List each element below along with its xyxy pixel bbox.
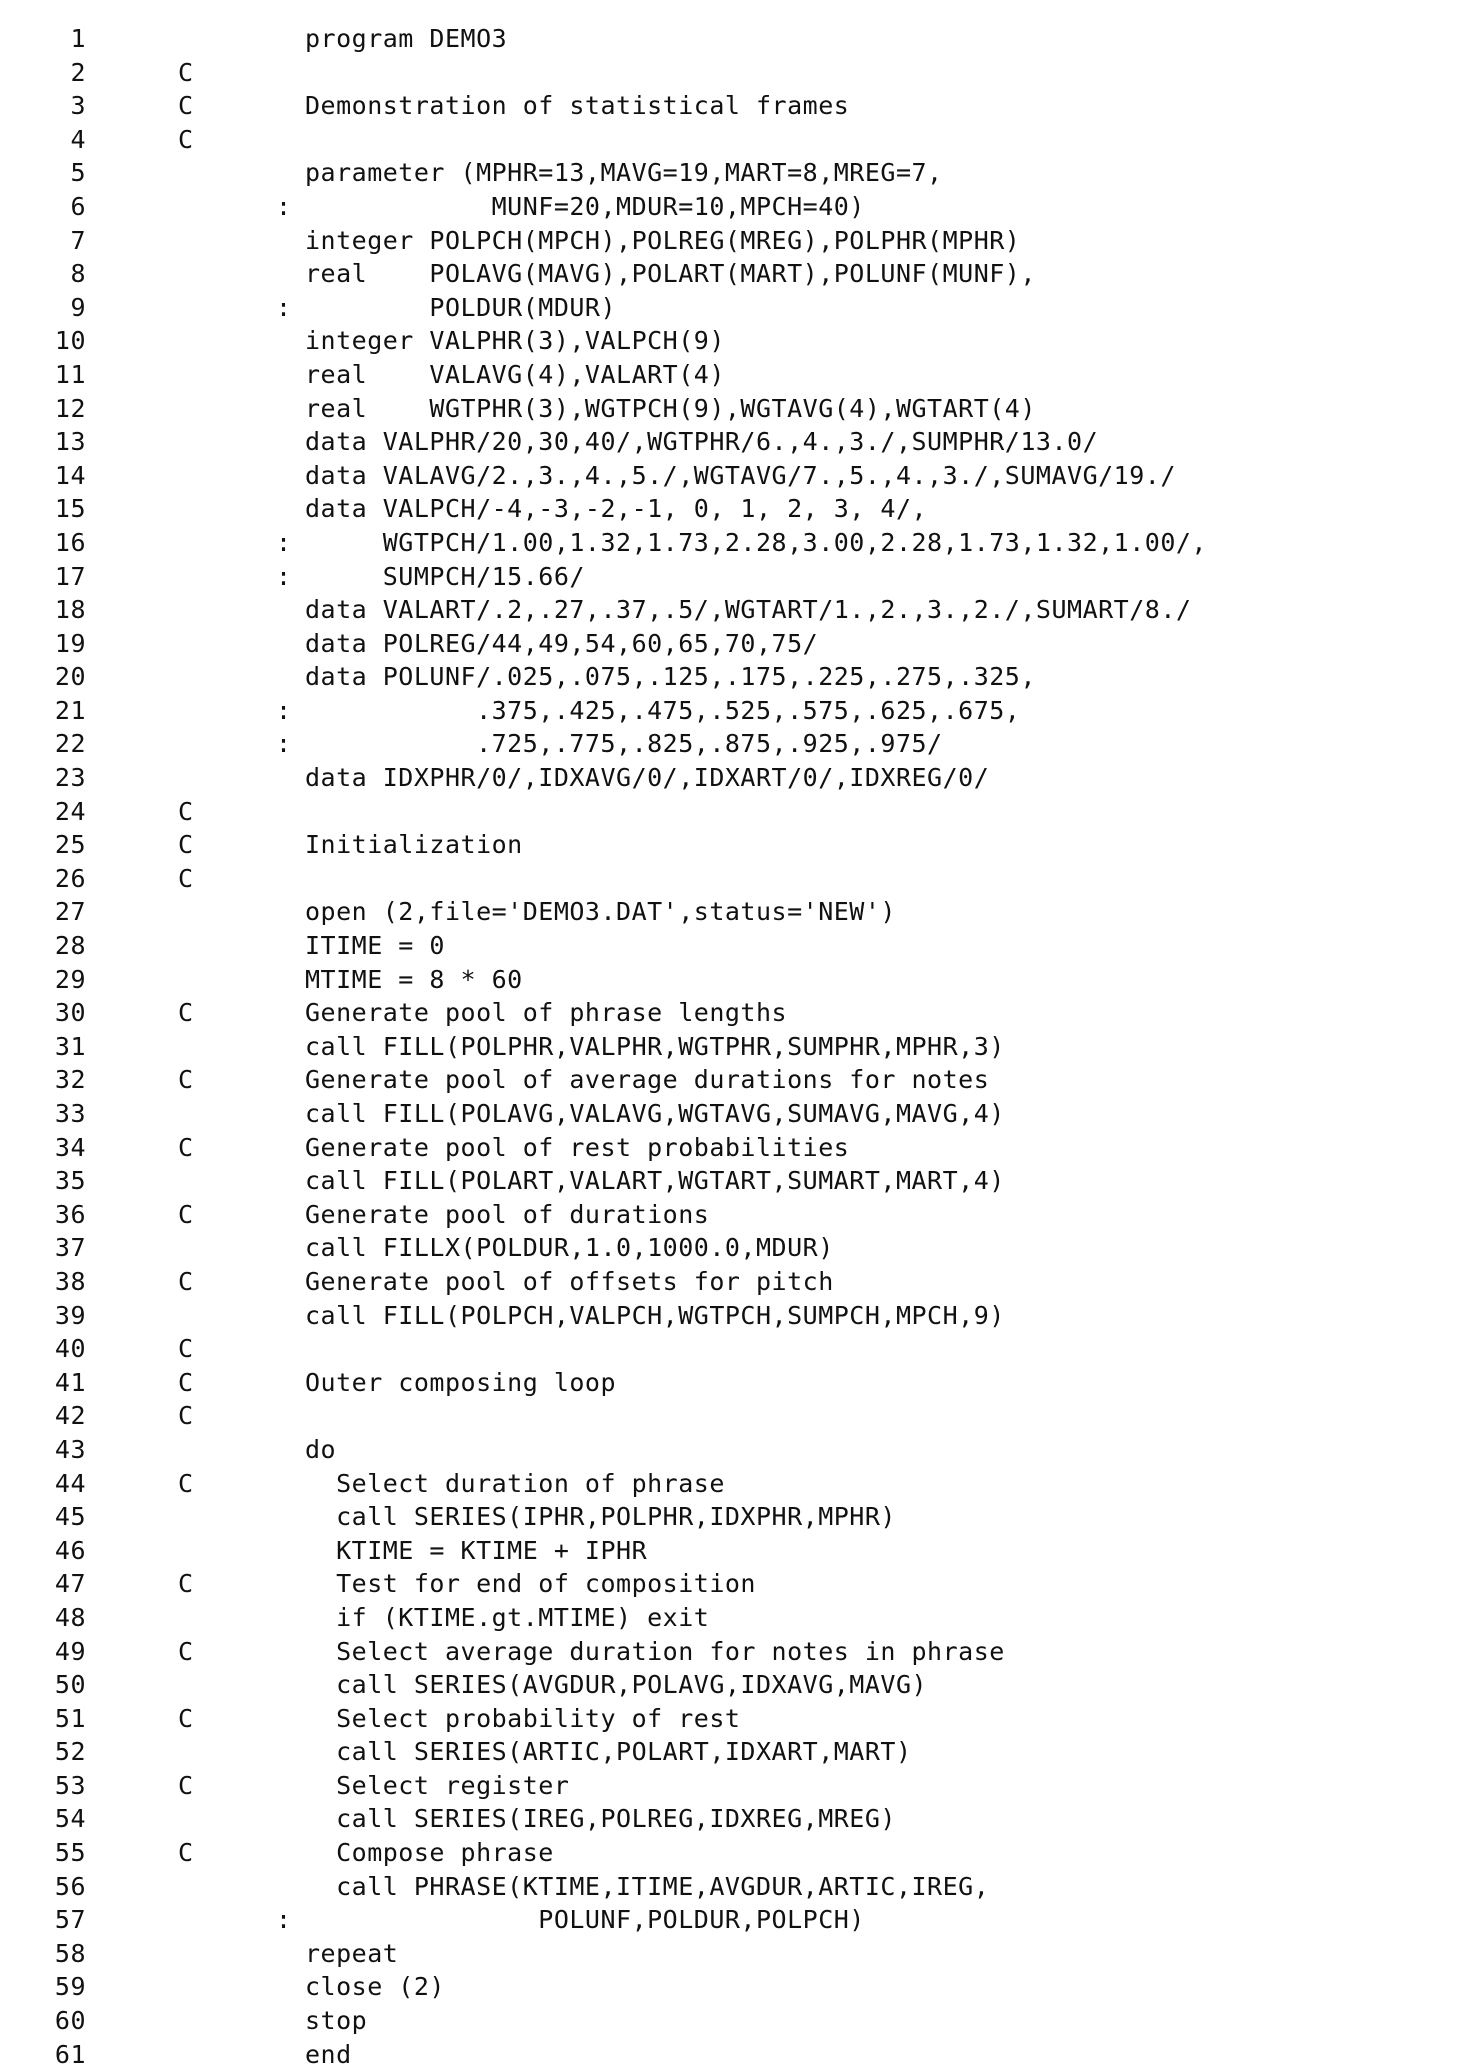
line-number: 33: [54, 1099, 86, 1128]
code-text: data VALPCH/-4,-3,-2,-1, 0, 1, 2, 3, 4/,: [305, 494, 928, 524]
code-line: [0, 224, 1470, 258]
code-text: Select average duration for notes in phrase: [305, 1636, 1005, 1666]
code-line: [0, 1567, 1470, 1601]
code-text: call SERIES(AVGDUR,POLAVG,IDXAVG,MAVG): [305, 1670, 928, 1700]
code-line: [0, 593, 1470, 627]
comment-marker: C: [178, 796, 194, 826]
line-number: 1: [70, 24, 86, 53]
code-text: Generate pool of phrase lengths: [305, 998, 788, 1028]
code-line: [0, 627, 1470, 661]
code-text: integer VALPHR(3),VALPCH(9): [305, 326, 725, 356]
code-line: [0, 660, 1470, 694]
code-line: [0, 1635, 1470, 1669]
comment-marker: C: [178, 1065, 194, 1095]
code-line: [0, 459, 1470, 493]
continuation-marker: :: [276, 695, 292, 725]
code-text: parameter (MPHR=13,MAVG=19,MART=8,MREG=7,: [305, 158, 943, 188]
line-number: 52: [54, 1737, 86, 1767]
line-number: 41: [54, 1367, 86, 1397]
code-line: [0, 2004, 1470, 2038]
line-number: 17: [54, 561, 86, 591]
code-text: KTIME = KTIME + IPHR: [305, 1535, 648, 1565]
code-text: Select duration of phrase: [305, 1468, 725, 1498]
code-text: data VALPHR/20,30,40/,WGTPHR/6.,4.,3./,SUMPHR/13.0/: [305, 427, 1099, 457]
line-number: 28: [54, 931, 86, 961]
comment-marker: C: [178, 1636, 194, 1666]
code-text: end: [305, 2039, 352, 2069]
line-number: 53: [54, 1770, 86, 1800]
code-line: [0, 1903, 1470, 1937]
line-number: 16: [54, 527, 86, 557]
comment-marker: C: [178, 124, 194, 154]
code-text: stop: [305, 2006, 368, 2036]
code-text: call SERIES(IREG,POLREG,IDXREG,MREG): [305, 1804, 896, 1834]
line-number: 44: [54, 1468, 86, 1498]
code-line: [0, 392, 1470, 426]
line-number: 20: [54, 662, 86, 692]
line-number: 50: [54, 1670, 86, 1700]
line-number: 56: [54, 1871, 86, 1901]
code-text: data POLREG/44,49,54,60,65,70,75/: [305, 628, 819, 658]
code-text: call FILLX(POLDUR,1.0,1000.0,MDUR): [305, 1233, 834, 1263]
code-line: [0, 358, 1470, 392]
code-line: [0, 1769, 1470, 1803]
code-text: call SERIES(IPHR,POLPHR,IDXPHR,MPHR): [305, 1502, 896, 1532]
code-line: [0, 1164, 1470, 1198]
comment-marker: C: [178, 1770, 194, 1800]
code-text: real POLAVG(MAVG),POLART(MART),POLUNF(MUNF),: [305, 259, 1036, 289]
code-text: program DEMO3: [305, 24, 508, 53]
code-text: data VALAVG/2.,3.,4.,5./,WGTAVG/7.,5.,4.,3./,SUMAVG/19./: [305, 460, 1176, 490]
line-number: 25: [54, 830, 86, 860]
code-line: [0, 1702, 1470, 1736]
line-number: 58: [54, 1938, 86, 1968]
line-number: 60: [54, 2006, 86, 2036]
code-line: [0, 156, 1470, 190]
line-number: 55: [54, 1838, 86, 1868]
comment-marker: C: [178, 91, 194, 121]
comment-marker: C: [178, 1703, 194, 1733]
code-text: repeat: [305, 1938, 399, 1968]
line-number: 22: [54, 729, 86, 759]
code-text: data IDXPHR/0/,IDXAVG/0/,IDXART/0/,IDXREG/0/: [305, 763, 990, 793]
code-line: [0, 190, 1470, 224]
code-line: [0, 1735, 1470, 1769]
line-number: 9: [70, 292, 86, 322]
line-number: 8: [70, 259, 86, 289]
line-number: 18: [54, 595, 86, 625]
line-number: 36: [54, 1199, 86, 1229]
code-text: do: [305, 1434, 337, 1464]
line-number: 26: [54, 863, 86, 893]
comment-marker: C: [178, 998, 194, 1028]
code-line: [0, 492, 1470, 526]
code-line: [0, 1332, 1470, 1366]
code-line: [0, 694, 1470, 728]
code-line: [0, 828, 1470, 862]
continuation-marker: :: [276, 561, 292, 591]
code-text: Select register: [305, 1770, 570, 1800]
continuation-marker: :: [276, 191, 292, 221]
comment-marker: C: [178, 1199, 194, 1229]
comment-marker: C: [178, 830, 194, 860]
code-text: POLUNF,POLDUR,POLPCH): [305, 1905, 865, 1935]
code-line: [0, 1668, 1470, 1702]
code-line: [0, 795, 1470, 829]
code-line: [0, 1030, 1470, 1064]
code-line: [0, 761, 1470, 795]
line-number: 11: [54, 359, 86, 389]
line-number: 2: [70, 57, 86, 87]
line-number: 6: [70, 191, 86, 221]
line-number: 5: [70, 158, 86, 188]
code-line: [0, 257, 1470, 291]
code-line: [0, 2038, 1470, 2071]
line-number: 43: [54, 1434, 86, 1464]
code-line: [0, 291, 1470, 325]
line-number: 34: [54, 1132, 86, 1162]
line-number: 51: [54, 1703, 86, 1733]
line-number: 32: [54, 1065, 86, 1095]
code-line: [0, 862, 1470, 896]
comment-marker: C: [178, 1266, 194, 1296]
code-text: close (2): [305, 1972, 445, 2002]
code-text: MTIME = 8 * 60: [305, 964, 523, 994]
line-number: 39: [54, 1300, 86, 1330]
code-line: [0, 1467, 1470, 1501]
line-number: 47: [54, 1569, 86, 1599]
line-number: 57: [54, 1905, 86, 1935]
code-line: [0, 996, 1470, 1030]
code-text: open (2,file='DEMO3.DAT',status='NEW'): [305, 897, 896, 927]
code-text: Outer composing loop: [305, 1367, 617, 1397]
code-text: call FILL(POLART,VALART,WGTART,SUMART,MART,4): [305, 1166, 1005, 1196]
code-text: Select probability of rest: [305, 1703, 741, 1733]
line-number: 13: [54, 427, 86, 457]
line-number: 35: [54, 1166, 86, 1196]
code-text: Initialization: [305, 830, 523, 860]
code-line: [0, 56, 1470, 90]
code-text: call FILL(POLPHR,VALPHR,WGTPHR,SUMPHR,MPHR,3): [305, 1031, 1005, 1061]
comment-marker: C: [178, 1367, 194, 1397]
code-text: call FILL(POLAVG,VALAVG,WGTAVG,SUMAVG,MAVG,4): [305, 1099, 1005, 1128]
comment-marker: C: [178, 1132, 194, 1162]
code-text: real VALAVG(4),VALART(4): [305, 359, 725, 389]
code-text: Generate pool of rest probabilities: [305, 1132, 850, 1162]
code-text: POLDUR(MDUR): [305, 292, 617, 322]
line-number: 48: [54, 1602, 86, 1632]
code-line: [0, 22, 1470, 56]
code-text: WGTPCH/1.00,1.32,1.73,2.28,3.00,2.28,1.73,1.32,1.00/,: [305, 527, 1207, 557]
code-text: call FILL(POLPCH,VALPCH,WGTPCH,SUMPCH,MPCH,9): [305, 1300, 1005, 1330]
line-number: 3: [70, 91, 86, 121]
line-number: 23: [54, 763, 86, 793]
code-line: [0, 1131, 1470, 1165]
code-line: [0, 1937, 1470, 1971]
code-line: [0, 895, 1470, 929]
code-text: ITIME = 0: [305, 931, 445, 961]
continuation-marker: :: [276, 1905, 292, 1935]
code-text: .725,.775,.825,.875,.925,.975/: [305, 729, 943, 759]
line-number: 19: [54, 628, 86, 658]
code-line: [0, 1366, 1470, 1400]
code-line: [0, 963, 1470, 997]
comment-marker: C: [178, 1334, 194, 1364]
code-text: if (KTIME.gt.MTIME) exit: [305, 1602, 710, 1632]
code-line: [0, 324, 1470, 358]
line-number: 14: [54, 460, 86, 490]
code-line: [0, 1802, 1470, 1836]
code-line: [0, 1063, 1470, 1097]
code-line: [0, 1231, 1470, 1265]
comment-marker: C: [178, 1401, 194, 1431]
code-text: Generate pool of durations: [305, 1199, 710, 1229]
code-text: .375,.425,.475,.525,.575,.625,.675,: [305, 695, 1021, 725]
comment-marker: C: [178, 57, 194, 87]
code-line: [0, 560, 1470, 594]
code-line: [0, 1299, 1470, 1333]
code-line: [0, 1265, 1470, 1299]
code-line: [0, 1870, 1470, 1904]
code-text: call PHRASE(KTIME,ITIME,AVGDUR,ARTIC,IREG,: [305, 1871, 990, 1901]
code-text: Generate pool of offsets for pitch: [305, 1266, 834, 1296]
line-number: 29: [54, 964, 86, 994]
code-text: Test for end of composition: [305, 1569, 756, 1599]
comment-marker: C: [178, 1569, 194, 1599]
code-text: MUNF=20,MDUR=10,MPCH=40): [305, 191, 865, 221]
line-number: 10: [54, 326, 86, 356]
code-text: SUMPCH/15.66/: [305, 561, 585, 591]
code-text: real WGTPHR(3),WGTPCH(9),WGTAVG(4),WGTART(4): [305, 393, 1036, 423]
code-text: call SERIES(ARTIC,POLART,IDXART,MART): [305, 1737, 912, 1767]
line-number: 7: [70, 225, 86, 255]
code-text: integer POLPCH(MPCH),POLREG(MREG),POLPHR(MPHR): [305, 225, 1021, 255]
code-line: [0, 929, 1470, 963]
line-number: 38: [54, 1266, 86, 1296]
code-line: [0, 1097, 1470, 1131]
line-number: 15: [54, 494, 86, 524]
line-number: 42: [54, 1401, 86, 1431]
line-number: 49: [54, 1636, 86, 1666]
line-number: 54: [54, 1804, 86, 1834]
code-line: [0, 425, 1470, 459]
line-number: 30: [54, 998, 86, 1028]
code-line: [0, 1601, 1470, 1635]
line-number: 45: [54, 1502, 86, 1532]
code-line: [0, 727, 1470, 761]
line-number: 59: [54, 1972, 86, 2002]
code-line: [0, 1534, 1470, 1568]
continuation-marker: :: [276, 729, 292, 759]
line-number: 61: [54, 2039, 86, 2069]
code-line: [0, 1970, 1470, 2004]
code-line: [0, 1399, 1470, 1433]
code-line: [0, 1198, 1470, 1232]
continuation-marker: :: [276, 292, 292, 322]
code-text: data POLUNF/.025,.075,.125,.175,.225,.275,.325,: [305, 662, 1036, 692]
line-number: 4: [70, 124, 86, 154]
line-number: 12: [54, 393, 86, 423]
code-text: data VALART/.2,.27,.37,.5/,WGTART/1.,2.,3.,2./,SUMART/8./: [305, 595, 1192, 625]
line-number: 40: [54, 1334, 86, 1364]
comment-marker: C: [178, 1468, 194, 1498]
code-line: [0, 1836, 1470, 1870]
continuation-marker: :: [276, 527, 292, 557]
code-line: [0, 526, 1470, 560]
line-number: 24: [54, 796, 86, 826]
line-number: 31: [54, 1031, 86, 1061]
code-line: [0, 89, 1470, 123]
line-number: 37: [54, 1233, 86, 1263]
line-number: 27: [54, 897, 86, 927]
code-text: Demonstration of statistical frames: [305, 91, 850, 121]
code-listing: [0, 22, 1470, 2071]
code-line: [0, 1433, 1470, 1467]
line-number: 21: [54, 695, 86, 725]
line-number: 46: [54, 1535, 86, 1565]
comment-marker: C: [178, 1838, 194, 1868]
code-text: Compose phrase: [305, 1838, 554, 1868]
code-line: [0, 1500, 1470, 1534]
comment-marker: C: [178, 863, 194, 893]
code-text: Generate pool of average durations for notes: [305, 1065, 990, 1095]
code-line: [0, 123, 1470, 157]
